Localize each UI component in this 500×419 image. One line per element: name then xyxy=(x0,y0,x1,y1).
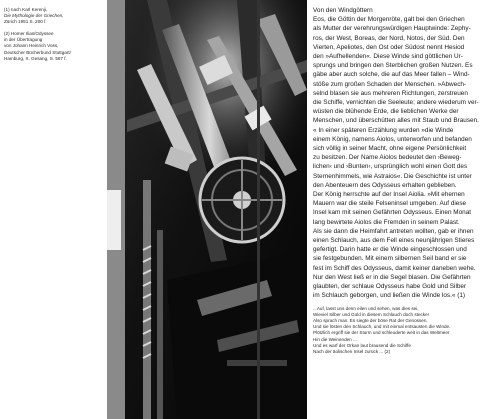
body-line: glaubten, der schlaue Odysseus habe Gold und Silber xyxy=(313,283,467,291)
verse-line: Und sie lösten den Schlauch, und mit einmal entsausten die Winde. xyxy=(313,324,451,330)
body-line: Eos, die Göttin der Morgenröte, galt bei den Griechen xyxy=(313,16,465,24)
footnotes-column xyxy=(4,7,100,68)
machine-photo-illustration xyxy=(107,0,307,419)
body-line: sie festgebunden. Mit einem silbernen Seil band er sie xyxy=(313,255,467,263)
body-line: stöße zum großen Schaden der Menschen. »Abwech- xyxy=(313,80,467,88)
body-line: im Schlauch geborgen, und ließen die Winde los.« (1) xyxy=(313,292,466,300)
body-line: die Schiffe, vernichten die Seeleute; andere wiederum ver- xyxy=(313,99,479,107)
body-line: den »Aufhellenden«. Diese Winde sind göttlichen Ur- xyxy=(313,53,463,61)
body-line: sich völlig in seiner Macht, ohne eigene Persönlichkeit xyxy=(313,145,467,153)
body-line: gefertigt. Darin hatte er die Winde eingeschlossen und xyxy=(313,246,467,254)
footnote-line: Hamburg, X. Gesang, S. 567 f. xyxy=(4,55,67,61)
footnote xyxy=(4,31,100,61)
body-line: einem König, namens Aiolos, unterworfen und befanden xyxy=(313,135,472,143)
section-heading: Von den Windgöttern xyxy=(313,7,373,14)
body-line: Menschen, und überschütten alles mit Staub und Brausen. xyxy=(313,117,479,125)
verse-line: Plötzlich ergriff sie der Sturm und schleuderte weit in das Weltmeer xyxy=(313,330,450,336)
body-line: gäbe aber auch solche, die auf das Meer fallen – Wind- xyxy=(313,71,470,79)
body-line: zu besitzen. Der Name Aiolos bedeutet den ›Beweg- xyxy=(313,154,462,162)
body-line: ros, der West, Boreas, der Nord, Notos, der Süd. Den xyxy=(313,34,465,42)
footnote xyxy=(4,7,100,25)
footnote-line: Deutscher Bücherbund Stuttgart/ xyxy=(4,49,71,55)
footnote-line: (1) nach Karl Kerenji, xyxy=(4,7,48,12)
verse-line: ...Auf, lasst uns denn eilen und sehen, was dies sei, xyxy=(313,305,419,311)
verse-line: Nach der äolischen Insel zurück ... (2) xyxy=(313,348,391,354)
footnote-line: Zürich 1951 S. 200 f. xyxy=(4,19,47,25)
verse-line: Hin die Weinenden ... xyxy=(313,336,357,342)
footnote-line: Die Mythologie der Griechen, xyxy=(4,13,64,19)
machine-photo xyxy=(107,0,307,419)
body-line: Der König herrschte auf der Insel Aiolia. »Mit ehernen xyxy=(313,191,465,199)
body-line: Mauern war die steile Felseninsel umgeben. Auf diese xyxy=(313,200,467,208)
footnote-line: (2) Homer Ilias/Odyssee xyxy=(4,31,54,37)
body-line: selnd blasen sie aus mehreren Richtungen, zerstreuen xyxy=(313,89,468,97)
main-text-column xyxy=(313,6,497,355)
body-line: als Mutter der verehrungswürdigen Hauptwinde: Zephy- xyxy=(313,25,471,33)
footnote-line: von Johann Heinrich Voss, xyxy=(4,43,59,49)
body-line: Insel kam mit seinen Gefährten Odysseus. Einen Monat xyxy=(313,209,472,217)
body-line: sprungs und bringen den Sterblichen großen Nutzen. Es xyxy=(313,62,473,70)
body-line: wüsten die blühende Erde, die lieblichen Werke der xyxy=(313,108,459,116)
body-line: Nur den West ließ er in die Segel blasen. Die Gefährten xyxy=(313,273,471,281)
body-line: lang bewirtete Aiolos die Fremden in seinem Palast. xyxy=(313,218,460,226)
body-line: Sternenhimmels, wie Astraios«. Die Geschichte ist unter xyxy=(313,172,472,180)
body-line: « In einer späteren Erzählung wurden »die Winde xyxy=(313,126,454,134)
verse-line: Und es warf der Orkan laut brausend die Schiffe xyxy=(313,342,411,348)
body-line: fest im Schiff des Odysseus, damit keiner daneben wehe. xyxy=(313,264,476,272)
body-line: den Abenteuern des Odysseus erhalten geblieben. xyxy=(313,181,457,189)
body-line: Vierten, Apeliotes, den Ost oder Südost nennt Hesiod xyxy=(313,43,465,51)
body-line: lichen‹ und ›Bunten‹, ursprünglich wohl einen Gott des xyxy=(313,163,468,171)
body-line: einen Schlauch, aus dem Fell eines neunjährigen Stieres xyxy=(313,237,475,245)
footnote-line: in der Übertragung xyxy=(4,37,43,43)
verse-line: Wieviel Silber und Gold in diesem Schlauch doch stecke! xyxy=(313,311,429,317)
verse-line: Also sprach man. Es siegte der böse Rat der Genossen. xyxy=(313,317,428,323)
verse-quotation xyxy=(313,306,497,356)
body-text xyxy=(313,15,497,300)
body-line: Als sie dann die Heimfahrt antreten wollten, gab er ihnen xyxy=(313,227,474,235)
